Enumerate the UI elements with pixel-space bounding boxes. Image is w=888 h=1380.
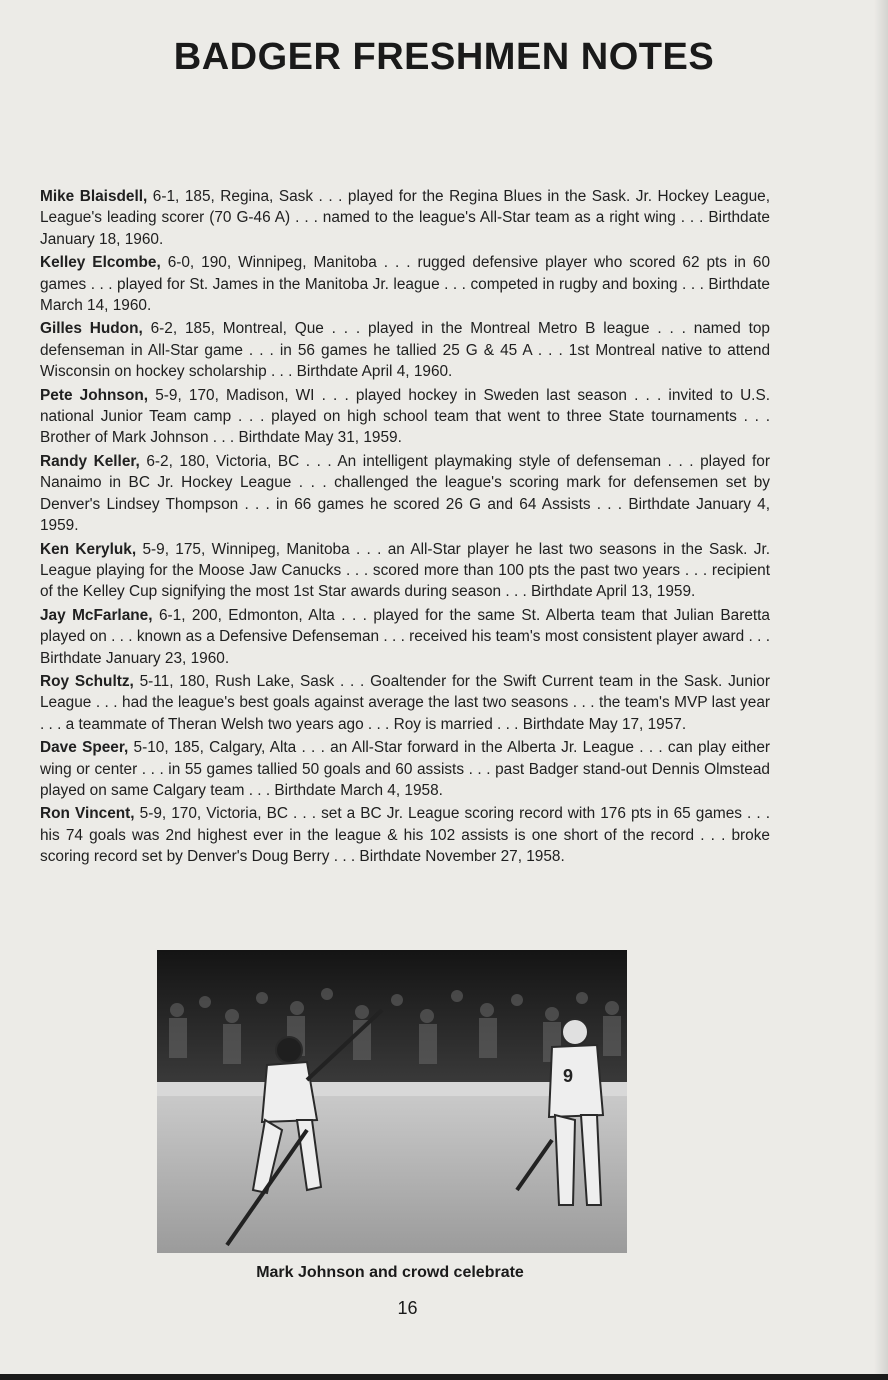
- player-name: Pete Johnson,: [40, 386, 149, 404]
- player-details: 6-1, 200, Edmonton, Alta . . . played for the same St. Alberta team that Julian Baretta played on . . . known as a Defensive Defenseman . . . received his team's most consistent player award . . . Birthdate January 23, 1960.: [40, 606, 770, 667]
- player-note: [40, 451, 770, 537]
- player-note: [40, 252, 770, 316]
- player-name: Ron Vincent,: [40, 805, 135, 823]
- player-note: [40, 605, 770, 669]
- photo-caption: Mark Johnson and crowd celebrate: [256, 1264, 524, 1281]
- player-note: [40, 385, 770, 449]
- jersey-number: 9: [563, 1066, 574, 1086]
- page-bottom-edge: [0, 1374, 888, 1380]
- player-details: 5-9, 175, Winnipeg, Manitoba . . . an All-Star player he last two seasons in the Sask. Jr. League playing for the Moose Jaw Canucks . . . scored more than 100 pts the past two years . . . recipient of the Kelley Cup signifying the most 1st Star awards during season . . . Birthdate April 13, 1959.: [40, 540, 771, 601]
- player-note: [40, 737, 770, 801]
- hockey-photo-illustration: [157, 950, 627, 1253]
- player-details: 5-11, 180, Rush Lake, Sask . . . Goaltender for the Swift Current team in the Sask. Junior League . . . had the league's best goals against average the last two seasons . . . the team's MVP last year . . . a teammate of Theran Welsh two years ago . . . Roy is married . . . Birthdate May 17, 1957.: [40, 672, 770, 733]
- page-edge-shadow: [874, 0, 888, 1380]
- player-note: [40, 318, 770, 382]
- player-name: Ken Keryluk,: [40, 540, 137, 558]
- player-name: Gilles Hudon,: [40, 320, 143, 338]
- freshmen-notes: [40, 186, 770, 870]
- player-note: [40, 671, 770, 735]
- player-name: Dave Speer,: [40, 739, 129, 757]
- player-details: 5-9, 170, Victoria, BC . . . set a BC Jr. League scoring record with 176 pts in 65 games . . . his 74 goals was 2nd highest ever in the league & his 102 assists is one short of the record . . . broke scoring record set by Denver's Doug Berry . . . Birthdate November 27, 1958.: [40, 805, 770, 866]
- player-name: Roy Schultz,: [40, 672, 134, 690]
- hockey-celebration-photo: [157, 950, 627, 1253]
- player-details: 6-2, 185, Montreal, Que . . . played in the Montreal Metro B league . . . named top defenseman in All-Star game . . . in 56 games he tallied 25 G & 45 A . . . 1st Montreal native to attend Wisconsin on hockey scholarship . . . Birthdate April 4, 1960.: [40, 320, 770, 381]
- player-name: Randy Keller,: [40, 452, 140, 470]
- player-note: [40, 186, 770, 250]
- page-title: BADGER FRESHMEN NOTES: [173, 36, 715, 78]
- player-details: 6-2, 180, Victoria, BC . . . An intelligent playmaking style of defenseman . . . played for Nanaimo in BC Jr. Hockey League . . . challenged the league's scoring mark for defensemen set by Denver's Lindsey Thompson . . . in 66 games he scored 26 G and 64 Assists . . . Birthdate January 4, 1959.: [40, 452, 770, 535]
- player-details: 5-10, 185, Calgary, Alta . . . an All-Star forward in the Alberta Jr. League . . . can play either wing or center . . . in 55 games tallied 50 goals and 60 assists . . . past Badger stand-out Dennis Olmstead played on same Calgary team . . . Birthdate March 4, 1958.: [40, 739, 770, 799]
- player-name: Jay McFarlane,: [40, 606, 153, 624]
- player-details: 5-9, 170, Madison, WI . . . played hockey in Sweden last season . . . invited to U.S. national Junior Team camp . . . played on high school team that went to three State tournaments . . . Brother of Mark Johnson . . . Birthdate May 31, 1959.: [40, 386, 770, 447]
- player-details: 6-1, 185, Regina, Sask . . . played for the Regina Blues in the Sask. Jr. Hockey League, League's leading scorer (70 G-46 A) . . . named to the league's All-Star team as a right wing . . . Birthdate January 18, 1960.: [40, 188, 770, 248]
- player-note: [40, 539, 770, 603]
- player-name: Mike Blaisdell,: [40, 188, 148, 205]
- page-number: 16: [397, 1298, 418, 1318]
- player-details: 6-0, 190, Winnipeg, Manitoba . . . rugged defensive player who scored 62 pts in 60 games . . . played for St. James in the Manitoba Jr. league . . . competed in rugby and boxing . . . Birthdate March 14, 1960.: [40, 254, 771, 315]
- player-name: Kelley Elcombe,: [40, 254, 161, 272]
- player-note: [40, 803, 770, 867]
